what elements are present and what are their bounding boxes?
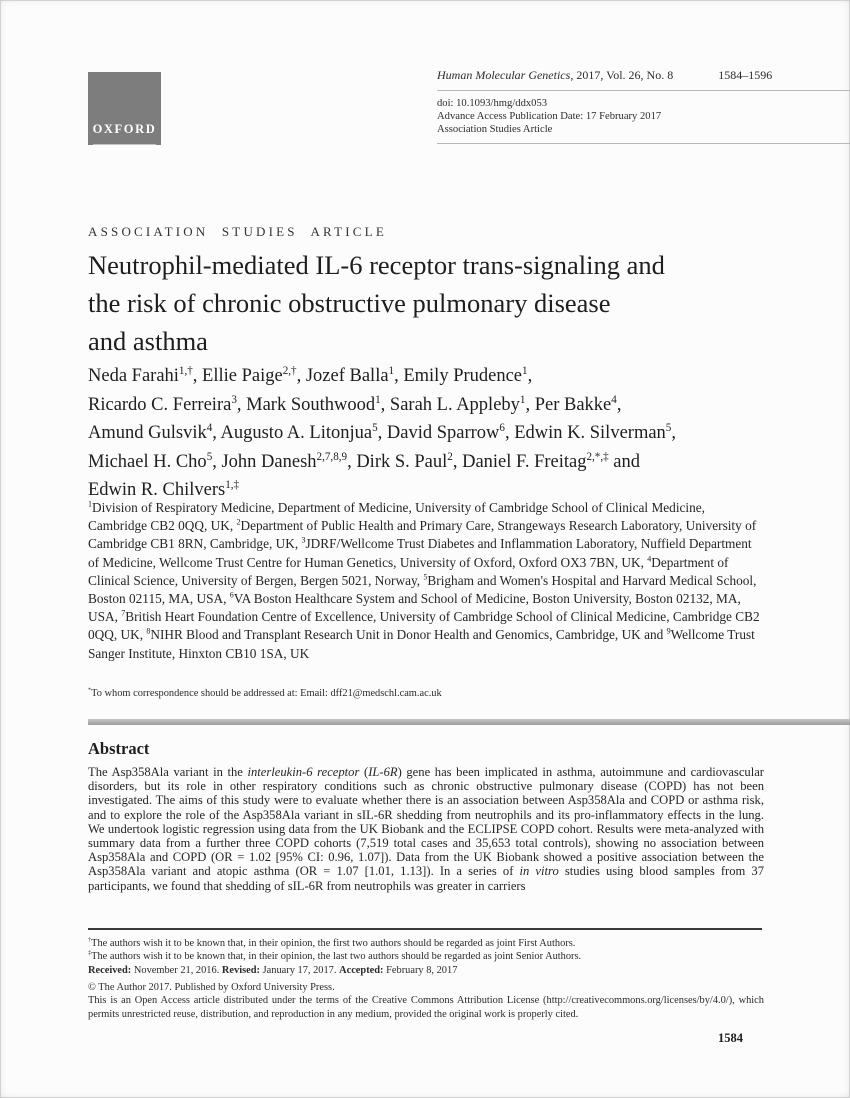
affiliations: $^1$Division of Respiratory Medicine, Department of Medicine, University of Cambridge School of Clinical Medicine, Cambridge CB2 0QQ, UK, $^2$Department of Public Health and Primary Care, Strangeways Research Laboratory, University of Cambridge CB1 8RN, Cambridge, UK, $^3$JDRF/Wellcome Trust Diabetes and Inflammation Laboratory, Nuffield Department of Medicine, Wellcome Trust Centre for Human Genetics, University of Oxford, Oxford OX3 7BN, UK, $^4$Department of Clinical Science, University of Bergen, Bergen 5021, Norway, $^5$Brigham and Women's Hospital and Harvard Medical School, Boston 02115, MA, USA, $^6$VA Boston Healthcare System and School of Medicine, Boston University, Boston 02132, MA, USA, $^7$British Heart Foundation Centre of Excellence, University of Cambridge School of Clinical Medicine, Cambridge CB2 0QQ, UK, $^8$NIHR Blood and Transplant Research Unit in Donor Health and Genomics, Cambridge, UK and $^9$Wellcome Trust Sanger Institute, Hinxton CB10 1SA, UK (88, 499, 760, 661)
open-access-license-text: This is an Open Access article distributed under the terms of the Creative Commons Attribution License (http://creativecommons.org/licenses/by/4.0/), which permits unrestricted reuse, distribution, and reproduction in any medium, provided the original work is properly cited. (88, 995, 764, 1020)
page-number: 1584 (718, 1031, 743, 1045)
footnote-senior-authors: ‡The authors wish it to be known that, in their opinion, the last two authors should be regarded as joint Senior Authors. (88, 949, 582, 963)
advance-access-line: Advance Access Publication Date: 17 February 2017 (437, 111, 662, 122)
journal-title-line: Human Molecular Genetics, 2017, Vol. 26, No. 8 (437, 68, 674, 82)
abstract-heading: Abstract (88, 739, 150, 758)
oxford-university-press-logo (88, 72, 161, 145)
header-rule-top (437, 90, 850, 91)
doi-line: doi: 10.1093/hmg/ddx053 (437, 98, 548, 109)
correspondence-note: *To whom correspondence should be addressed at: Email: dff21@medschl.cam.ac.uk (88, 686, 442, 699)
page-range: 1584–1596 (718, 68, 773, 82)
received-dates-line: Received: November 21, 2016. Revised: January 17, 2017. Accepted: February 8, 2017 (88, 964, 458, 976)
journal-header (437, 68, 850, 150)
journal-citation-row (437, 68, 850, 83)
article-type-line: Association Studies Article (437, 124, 553, 135)
footnotes-block (88, 937, 778, 977)
author-list: Neda Farahi$^{1,\dagger}$, Ellie Paige$^{2,\dagger}$, Jozef Balla$^1$, Emily Prudence$^1$, Ricardo C. Ferreira$^3$, Mark Southwood$^1$, Sarah L. Appleby$^1$, Per Bakke$^4$, Amund Gulsvik$^4$, Augusto A. Litonjua$^5$, David Sparrow$^6$, Edwin K. Silverman$^5$, Michael H. Cho$^5$, John Danesh$^{2,7,8,9}$, Dirk S. Paul$^2$, Daniel F. Freitag$^{2,*,\ddagger}$ and Edwin R. Chilvers$^{1,\ddagger}$ (88, 364, 676, 500)
copyright-block (88, 981, 764, 1021)
header-rule-bottom (437, 143, 850, 144)
abstract-text: The Asp358Ala variant in the interleukin-6 receptor (IL-6R) gene has been implicated in asthma, autoimmune and cardiovascular disorders, but its role in other respiratory conditions such as chronic obstructive pulmonary disease (COPD) has not been investigated. The aims of this study were to evaluate whether there is an association between Asp358Ala and COPD or asthma risk, and to explore the role of the Asp358Ala variant in sIL-6R shedding from neutrophils and its pro-inflammatory effects in the lung. We undertook logistic regression using data from the UK Biobank and the ECLIPSE COPD cohort. Results were meta-analyzed with summary data from a further three COPD cohorts (7,519 total cases and 35,653 total controls), showing no association between Asp358Ala and COPD (OR = 1.02 [95% CI: 0.96, 1.07]). Data from the UK Biobank showed a positive association between the Asp358Ala variant and atopic asthma (OR = 1.07 [1.01, 1.13]). In a series of in vitro studies using blood samples from 37 participants, we found that shedding of sIL-6R from neutrophils was greater in carriers (88, 765, 765, 893)
copyright-line: © The Author 2017. Published by Oxford University Press. (88, 982, 335, 993)
footnote-rule (88, 928, 762, 930)
oxford-logo-text: OXFORD (93, 123, 157, 146)
article-title: Neutrophil-mediated IL-6 receptor trans-signaling and the risk of chronic obstructive pulmonary disease and asthma (88, 250, 665, 356)
abstract-divider-bar (88, 719, 850, 725)
section-label: ASSOCIATION STUDIES ARTICLE (88, 224, 387, 239)
footnote-first-authors: †The authors wish it to be known that, in their opinion, the first two authors should be regarded as joint First Authors. (88, 936, 576, 949)
